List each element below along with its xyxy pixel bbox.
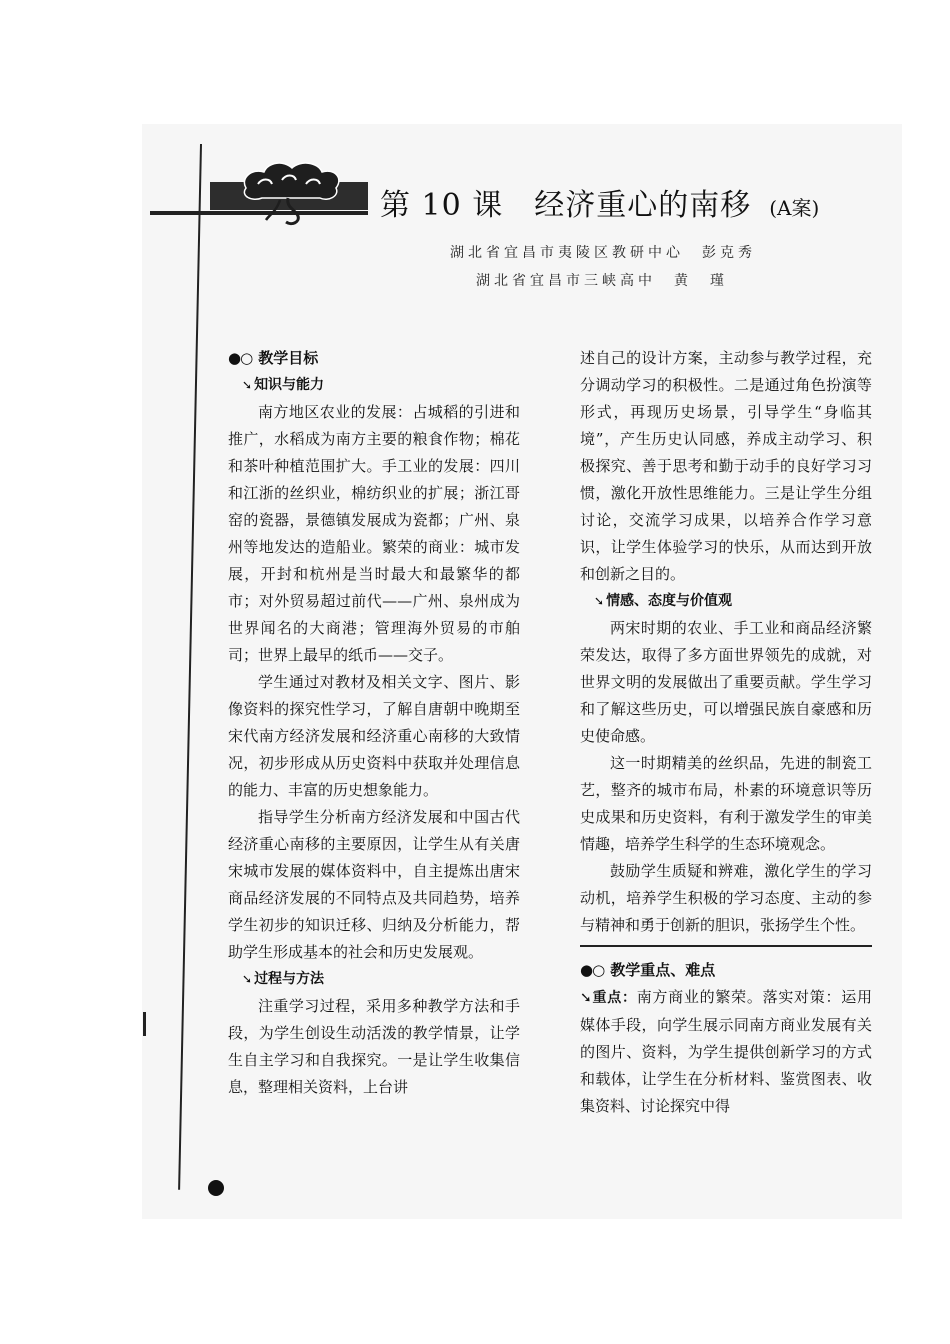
bullet-dots-icon: ●○ xyxy=(580,961,605,979)
paragraph: 注重学习过程，采用多种教学方法和手段，为学生创设生动活泼的教学情景，让学生自主学习和自我探究。一是让学生收集信息，整理相关资料，上台讲 xyxy=(228,997,520,1096)
right-column xyxy=(580,345,872,1120)
lesson-title xyxy=(380,180,819,224)
arrow-icon: ➘ xyxy=(242,378,253,392)
paragraph: 指导学生分析南方经济发展和中国古代经济重心南移的主要原因，让学生从有关唐宋城市发展的媒体资料中，自主提炼出唐宋商品经济发展的不同特点及共同趋势，培养学生初步的知识迁移、归纳及分析能力，帮助学生形成基本的社会和历史发展观。 xyxy=(228,808,520,961)
margin-dot xyxy=(208,1180,224,1196)
margin-mark xyxy=(143,1012,146,1036)
key-label: ➘重点： xyxy=(580,990,637,1006)
bullet-dots-icon: ●○ xyxy=(228,349,253,367)
paragraph-key-points: ➘重点：南方商业的繁荣。落实对策：运用媒体手段，向学生展示同南方商业发展有关的图片、资料，为学生提供创新学习的方式和载体，让学生在分析材料、鉴赏图表、收集资料、讨论探究中得 xyxy=(580,988,872,1115)
cloud-ornament-icon xyxy=(236,160,346,230)
paragraph: 述自己的设计方案，主动参与教学过程，充分调动学习的积极性。二是通过角色扮演等形式，再现历史场景，引导学生“身临其境”，产生历史认同感，养成主动学习、积极探究、善于思考和勤于动手的良好学习习惯，激化开放性思维能力。三是让学生分组讨论，交流学习成果，以培养合作学习意识，让学生体验学习的快乐，从而达到开放和创新之目的。 xyxy=(580,349,872,583)
lesson-tag: (A案) xyxy=(769,196,820,220)
paragraph: 这一时期精美的丝织品，先进的制瓷工艺，整齐的城市布局，朴素的环境意识等历史成果和历史资料，有利于激发学生的审美情趣，培养学生科学的生态环境观念。 xyxy=(580,754,872,853)
paragraph: 学生通过对教材及相关文字、图片、影像资料的探究性学习，了解自唐朝中晚期至宋代南方经济发展和经济重心南移的大致情况，初步形成从历史资料中获取并处理信息的能力、丰富的历史想象能力。 xyxy=(228,673,520,799)
subheading-emotion: ➘ 情感、态度与价值观 xyxy=(594,593,733,609)
section-heading-goals: ●○ 教学目标 xyxy=(228,349,319,367)
lesson-title-text: 第 10 课 经济重心的南移 xyxy=(380,188,752,223)
arrow-icon: ➘ xyxy=(580,990,592,1006)
subheading-process: ➘ 过程与方法 xyxy=(242,971,325,987)
paragraph: 鼓励学生质疑和辨难，激化学生的学习动机，培养学生积极的学习态度、主动的参与精神和勇于创新的胆识，张扬学生个性。 xyxy=(580,862,872,934)
section-heading-key: ●○ 教学重点、难点 xyxy=(580,961,716,979)
left-column xyxy=(228,345,520,1101)
section-divider xyxy=(580,945,872,947)
author-line-1: 湖北省宜昌市夷陵区教研中心 彭克秀 xyxy=(450,245,756,261)
arrow-icon: ➘ xyxy=(594,594,605,608)
paragraph: 南方地区农业的发展：占城稻的引进和推广，水稻成为南方主要的粮食作物；棉花和茶叶种植范围扩大。手工业的发展：四川和江浙的丝织业，棉纺织业的扩展；浙江哥窑的瓷器，景德镇发展成为瓷都；广州、泉州等地发达的造船业。繁荣的商业：城市发展，开封和杭州是当时最大和最繁华的都市；对外贸易超过前代——广州、泉州成为世界闻名的大商港；管理海外贸易的市舶司；世界上最早的纸币——交子。 xyxy=(228,403,520,664)
paragraph: 两宋时期的农业、手工业和商品经济繁荣发达，取得了多方面世界领先的成就，对世界文明的发展做出了重要贡献。学生学习和了解这些历史，可以增强民族自豪感和历史使命感。 xyxy=(580,619,872,745)
author-line-2: 湖北省宜昌市三峡高中 黄 瑾 xyxy=(476,273,728,289)
arrow-icon: ➘ xyxy=(242,972,253,986)
subheading-knowledge: ➘ 知识与能力 xyxy=(242,377,325,393)
